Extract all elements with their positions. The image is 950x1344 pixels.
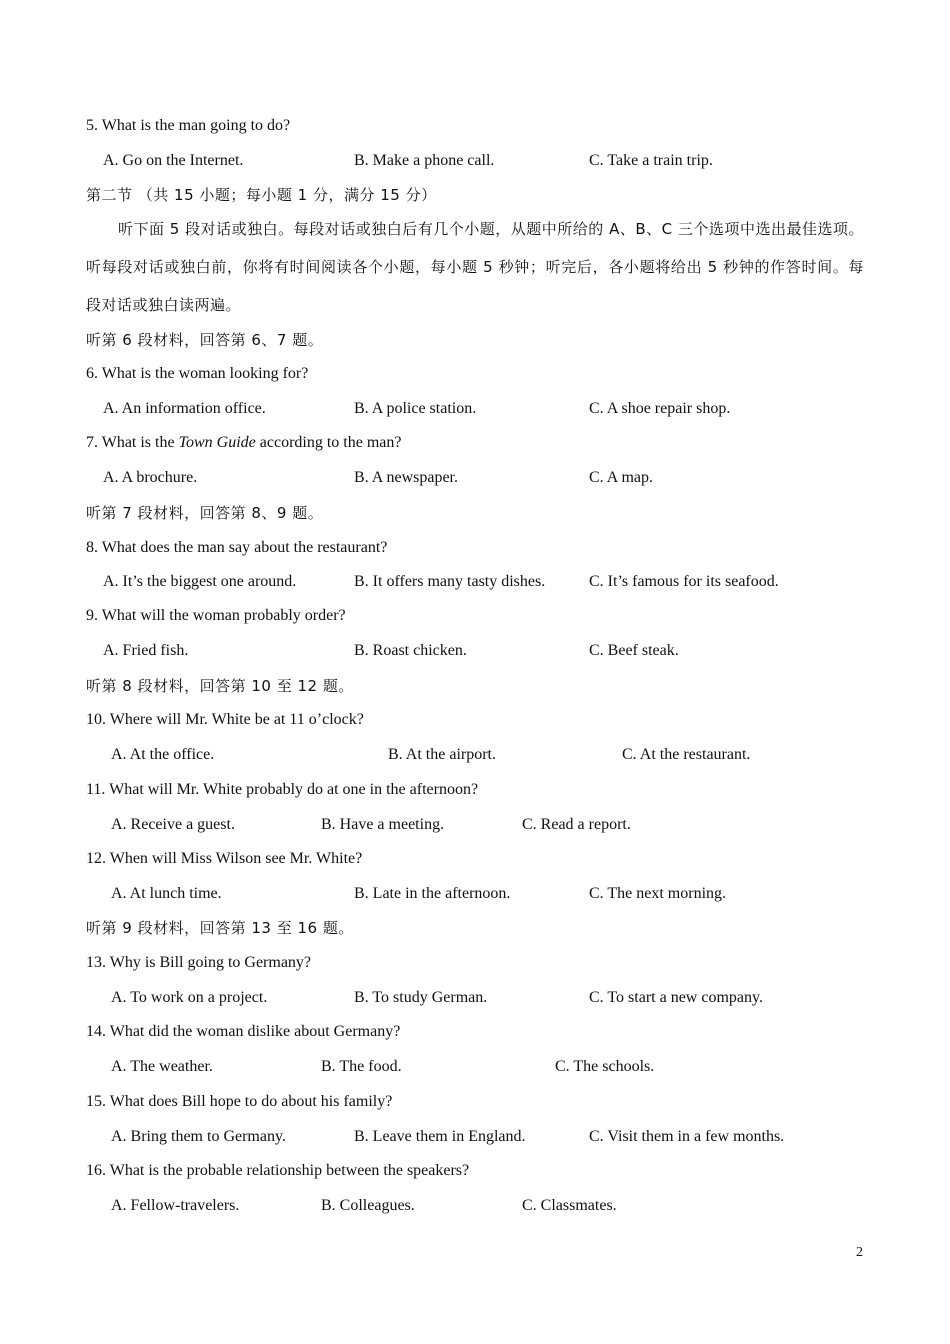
option-8a: A. It’s the biggest one around. [103, 573, 297, 590]
option-13a: A. To work on a project. [111, 989, 268, 1006]
option-16a: A. Fellow-travelers. [111, 1197, 240, 1214]
option-6a: A. An information office. [103, 400, 266, 417]
option-5c: C. Take a train trip. [589, 152, 713, 169]
option-6c: C. A shoe repair shop. [589, 400, 731, 417]
question-11: 11. What will Mr. White probably do at one in the afternoon? [86, 781, 479, 798]
option-14a: A. The weather. [111, 1058, 213, 1075]
question-9: 9. What will the woman probably order? [86, 607, 346, 624]
material-6-header: 听第 6 段材料，回答第 6、7 题。 [86, 331, 324, 349]
option-15a: A. Bring them to Germany. [111, 1128, 286, 1145]
option-9c: C. Beef steak. [589, 642, 679, 659]
option-13b: B. To study German. [354, 989, 488, 1006]
option-14b: B. The food. [321, 1058, 402, 1075]
question-6: 6. What is the woman looking for? [86, 365, 309, 382]
option-5a: A. Go on the Internet. [103, 152, 244, 169]
question-12: 12. When will Miss Wilson see Mr. White? [86, 850, 363, 867]
option-11c: C. Read a report. [522, 816, 631, 833]
option-15c: C. Visit them in a few months. [589, 1128, 785, 1145]
option-10a: A. At the office. [111, 746, 215, 763]
question-7 [86, 433, 402, 453]
question-10: 10. Where will Mr. White be at 11 o’clock? [86, 711, 364, 728]
question-14: 14. What did the woman dislike about Germany? [86, 1023, 401, 1040]
section-2-header: 第二节 （共 15 小题；每小题 1 分，满分 15 分） [86, 186, 437, 204]
question-13: 13. Why is Bill going to Germany? [86, 954, 312, 971]
option-12a: A. At lunch time. [111, 885, 222, 902]
option-7c: C. A map. [589, 469, 654, 486]
option-13c: C. To start a new company. [589, 989, 763, 1006]
question-15: 15. What does Bill hope to do about his family? [86, 1093, 393, 1110]
option-5b: B. Make a phone call. [354, 152, 495, 169]
material-8-header: 听第 8 段材料，回答第 10 至 12 题。 [86, 677, 354, 695]
question-7-title: Town Guide [178, 434, 256, 451]
option-7b: B. A newspaper. [354, 469, 458, 486]
option-16c: C. Classmates. [522, 1197, 617, 1214]
option-6b: B. A police station. [354, 400, 477, 417]
option-12c: C. The next morning. [589, 885, 727, 902]
option-10c: C. At the restaurant. [622, 746, 751, 763]
option-16b: B. Colleagues. [321, 1197, 415, 1214]
option-14c: C. The schools. [555, 1058, 655, 1075]
instructions-text: 听下面 5 段对话或独白。每段对话或独白后有几个小题，从题中所给的 A、B、C 三个选项中选出最佳选项。听每段对话或独白前，你将有时间阅读各个小题，每小题 5 秒钟；听完后，各小题将给出 5 秒钟的作答时间。每段对话或独白读两遍。 [86, 220, 864, 314]
option-7a: A. A brochure. [103, 469, 198, 486]
question-7-prefix: 7. What is the [86, 434, 179, 451]
page-number: 2 [856, 1245, 863, 1260]
option-12b: B. Late in the afternoon. [354, 885, 511, 902]
instructions-paragraph [86, 210, 864, 324]
question-5: 5. What is the man going to do? [86, 117, 291, 134]
question-8: 8. What does the man say about the restaurant? [86, 539, 388, 556]
option-10b: B. At the airport. [388, 746, 496, 763]
material-7-header: 听第 7 段材料，回答第 8、9 题。 [86, 504, 324, 522]
option-8b: B. It offers many tasty dishes. [354, 573, 546, 590]
question-16: 16. What is the probable relationship between the speakers? [86, 1162, 470, 1179]
option-9a: A. Fried fish. [103, 642, 189, 659]
option-9b: B. Roast chicken. [354, 642, 467, 659]
material-9-header: 听第 9 段材料，回答第 13 至 16 题。 [86, 919, 354, 937]
option-8c: C. It’s famous for its seafood. [589, 573, 779, 590]
question-7-suffix: according to the man? [255, 434, 402, 451]
option-11b: B. Have a meeting. [321, 816, 445, 833]
option-11a: A. Receive a guest. [111, 816, 235, 833]
option-15b: B. Leave them in England. [354, 1128, 526, 1145]
